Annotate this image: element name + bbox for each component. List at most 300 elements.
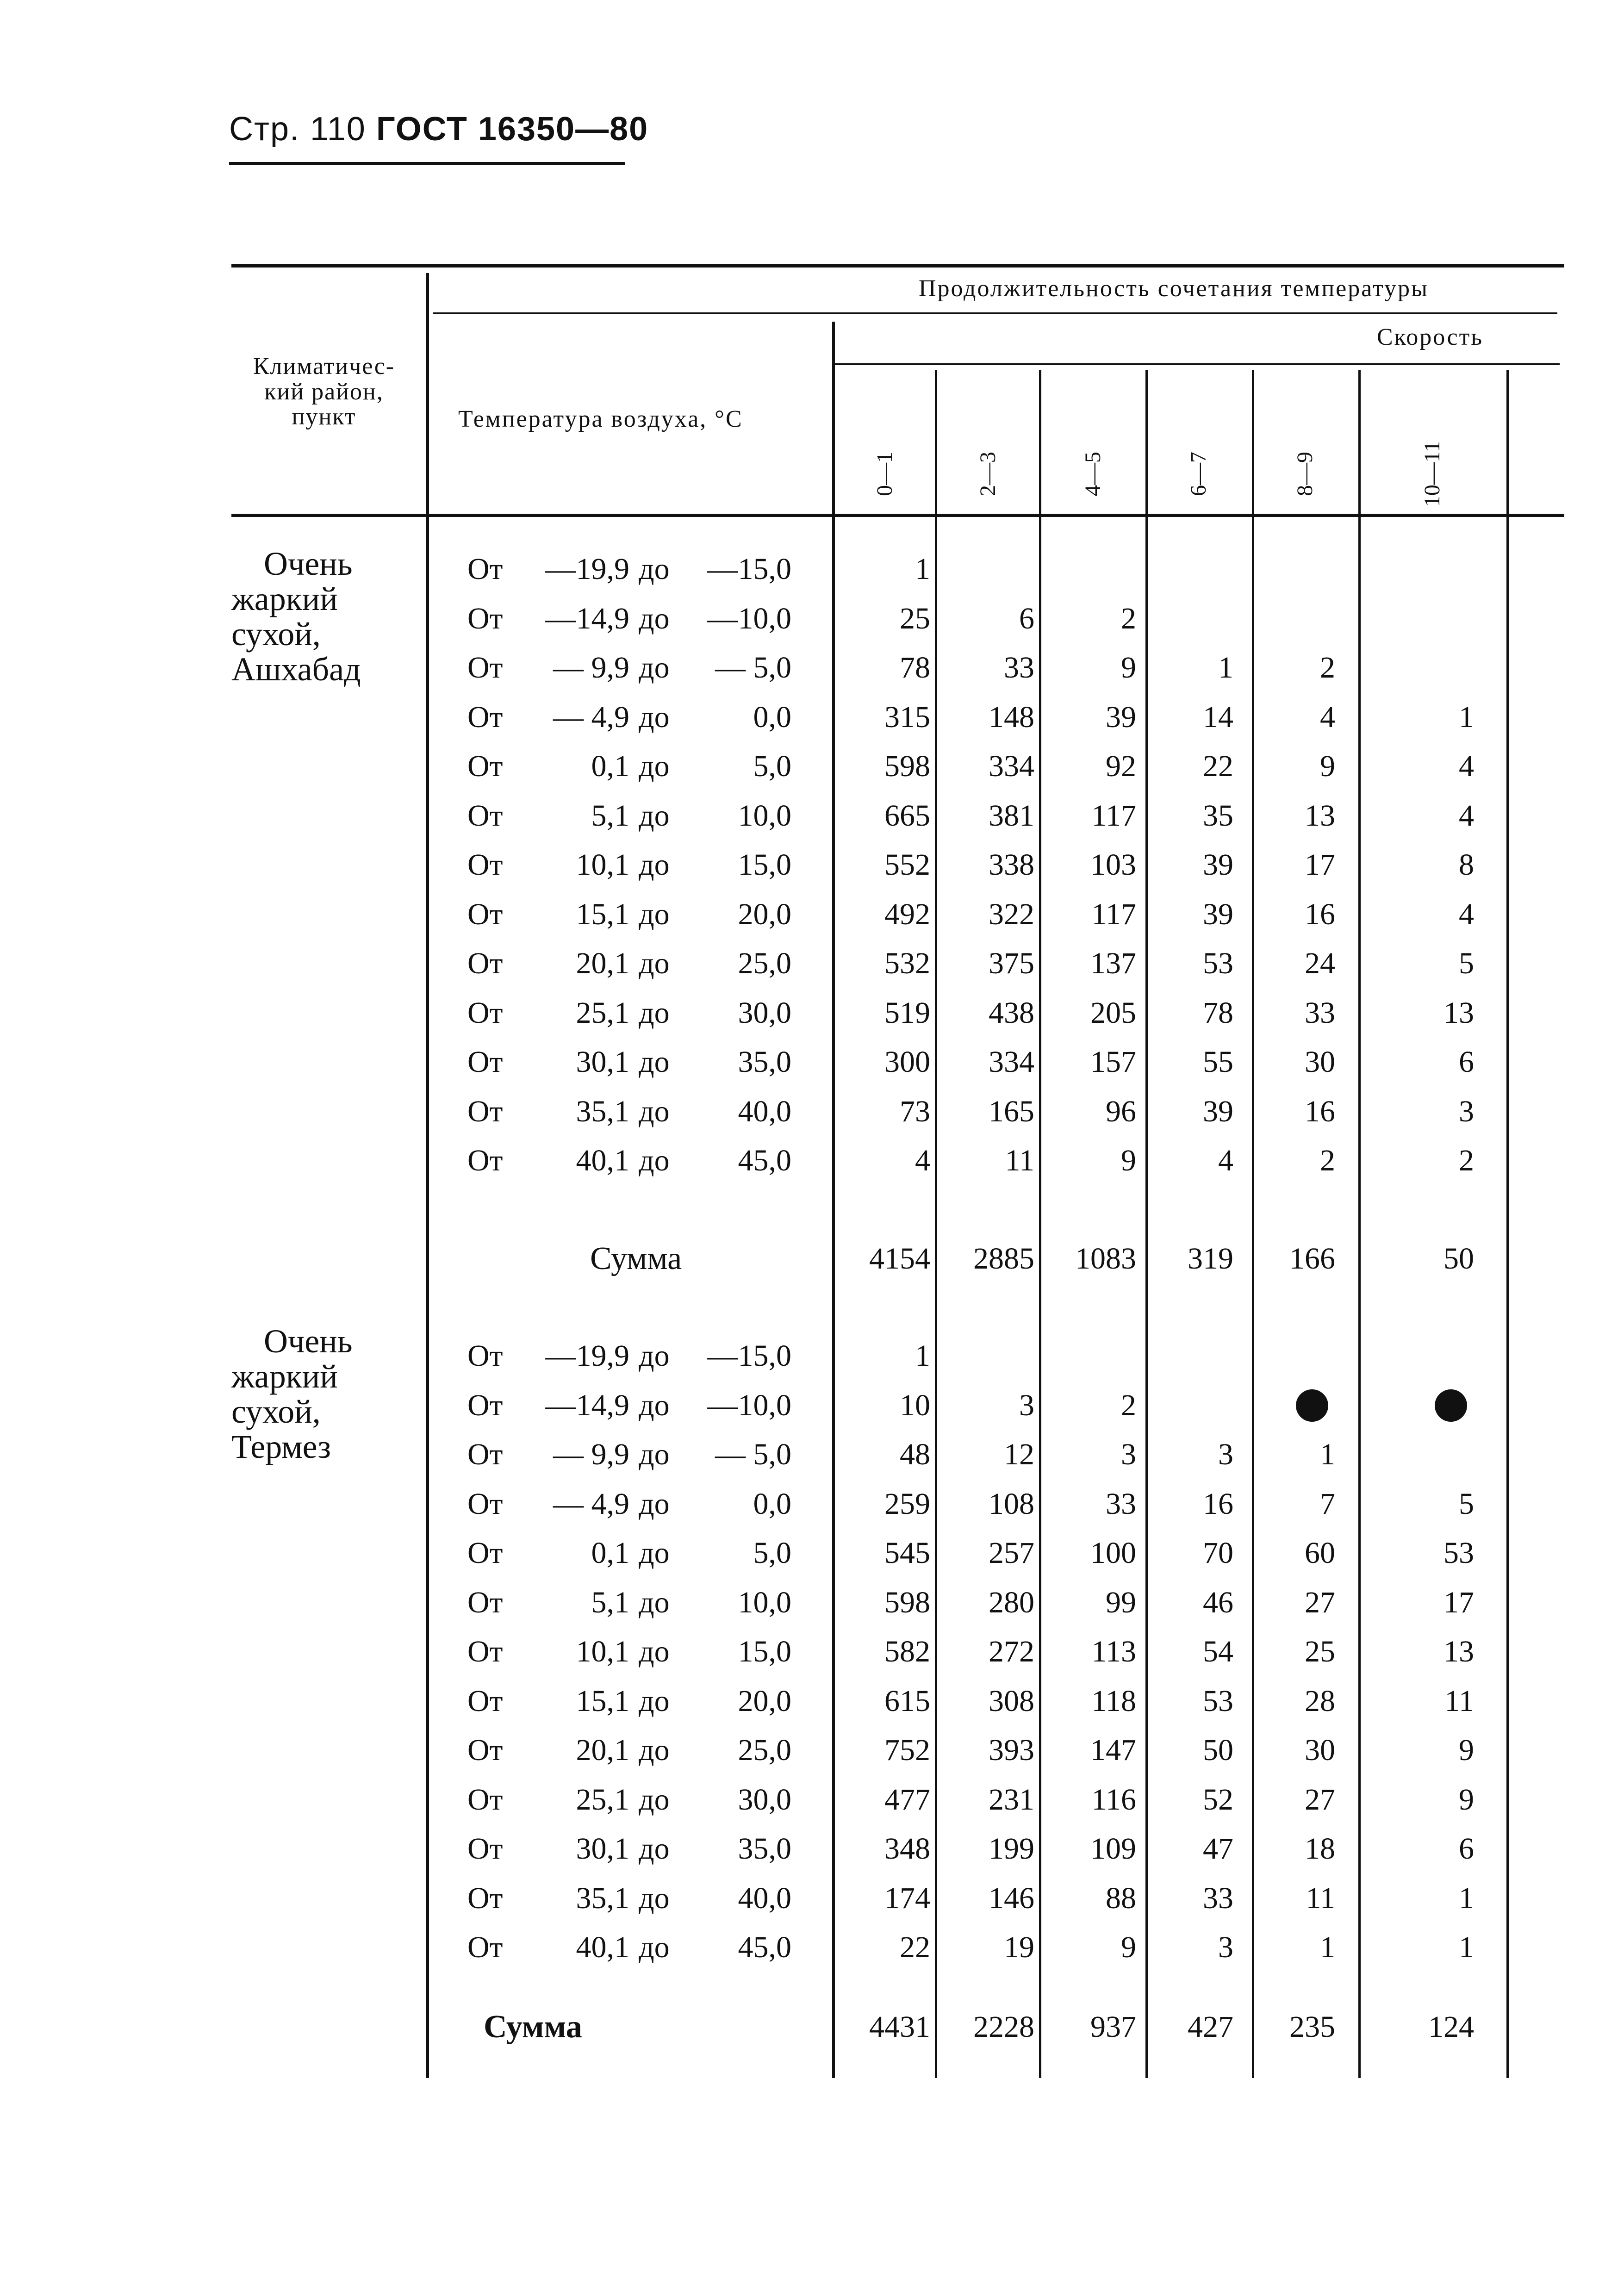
table-cell: 1 bbox=[1320, 1930, 1335, 1964]
table-cell: 9 bbox=[1121, 1144, 1136, 1177]
table-cell: 665 bbox=[884, 798, 930, 833]
table-cell: 334 bbox=[989, 1045, 1034, 1079]
table-cell: 24 bbox=[1305, 946, 1335, 980]
range-to: 10,0 bbox=[738, 1585, 791, 1619]
speed-column-header: 8—9 bbox=[1293, 452, 1317, 496]
range-prefix: От bbox=[467, 798, 503, 833]
range-from: —19,9 bbox=[545, 1339, 629, 1373]
sum-label: Сумма bbox=[590, 1241, 682, 1276]
table-cell: 300 bbox=[884, 1045, 930, 1079]
table-cell: 2 bbox=[1459, 1144, 1474, 1177]
table-cell: 6 bbox=[1459, 1832, 1474, 1866]
table-row bbox=[0, 940, 1624, 987]
table-cell: 11 bbox=[1005, 1144, 1034, 1177]
range-from: 30,1 bbox=[576, 1045, 629, 1079]
table-cell: 9 bbox=[1459, 1733, 1474, 1767]
table-row bbox=[0, 1428, 1624, 1478]
sum-cell: 2228 bbox=[973, 2010, 1034, 2044]
range-to: —10,0 bbox=[707, 1388, 791, 1422]
table-cell: 598 bbox=[884, 1585, 930, 1619]
header-rule-speed bbox=[833, 363, 1560, 365]
table-cell: 13 bbox=[1305, 798, 1335, 833]
table-cell: 1 bbox=[1459, 1881, 1474, 1915]
range-from: 0,1 bbox=[591, 749, 629, 783]
region-label-line: жаркий bbox=[231, 1358, 338, 1395]
table-cell: 16 bbox=[1305, 897, 1335, 931]
table-cell: 752 bbox=[884, 1733, 930, 1767]
range-from: — 9,9 bbox=[553, 651, 629, 684]
table-cell: 1 bbox=[1459, 700, 1474, 734]
table-row bbox=[0, 1727, 1624, 1773]
table-row bbox=[0, 743, 1624, 790]
range-to-word: до bbox=[639, 700, 670, 734]
region-header-line: пункт bbox=[292, 404, 356, 430]
range-to: 25,0 bbox=[738, 1733, 791, 1767]
table-row bbox=[0, 1629, 1624, 1675]
table-top-rule bbox=[231, 264, 1564, 268]
sum-cell: 235 bbox=[1289, 2010, 1335, 2044]
range-to-word: до bbox=[639, 1536, 670, 1570]
table-cell: 148 bbox=[989, 700, 1034, 734]
sum-cell: 937 bbox=[1090, 2010, 1136, 2044]
range-prefix: От bbox=[467, 1832, 503, 1866]
table-cell: 3 bbox=[1218, 1930, 1233, 1964]
range-to-word: до bbox=[639, 1388, 670, 1422]
range-prefix: От bbox=[467, 552, 503, 586]
table-cell: 157 bbox=[1090, 1045, 1136, 1079]
range-to-word: до bbox=[639, 1487, 670, 1521]
table-cell: 35 bbox=[1203, 798, 1233, 833]
range-prefix: От bbox=[467, 946, 503, 980]
range-to: 40,0 bbox=[738, 1881, 791, 1915]
table-cell: 338 bbox=[989, 848, 1034, 882]
range-to-word: до bbox=[639, 1930, 670, 1964]
table-cell: 1 bbox=[915, 552, 930, 586]
range-from: —19,9 bbox=[545, 552, 629, 586]
table-cell: 492 bbox=[884, 897, 930, 931]
table-cell: 19 bbox=[1004, 1930, 1034, 1964]
range-to-word: до bbox=[639, 1144, 670, 1177]
table-cell: 7 bbox=[1320, 1487, 1335, 1521]
region-label-line: Очень bbox=[264, 545, 353, 582]
table-cell: 39 bbox=[1203, 1094, 1233, 1128]
table-cell: 27 bbox=[1305, 1782, 1335, 1817]
table-row bbox=[0, 1924, 1624, 1971]
table-cell: 33 bbox=[1305, 996, 1335, 1030]
table-cell: 39 bbox=[1203, 848, 1233, 882]
table-cell: 11 bbox=[1306, 1881, 1335, 1915]
region-label-line: сухой, bbox=[231, 1393, 321, 1430]
range-to: 30,0 bbox=[738, 1782, 791, 1817]
range-to-word: до bbox=[639, 601, 670, 635]
range-from: 5,1 bbox=[591, 1585, 629, 1619]
table-cell: 33 bbox=[1004, 651, 1034, 684]
region-header-line: Климатичес- bbox=[253, 353, 395, 380]
range-to-word: до bbox=[639, 1339, 670, 1373]
table-cell: 393 bbox=[989, 1733, 1034, 1767]
range-prefix: От bbox=[467, 897, 503, 931]
range-to: 40,0 bbox=[738, 1094, 791, 1128]
speed-column-header: 10—11 bbox=[1420, 441, 1444, 507]
table-cell: 53 bbox=[1444, 1536, 1474, 1570]
range-to: 20,0 bbox=[738, 1684, 791, 1718]
range-prefix: От bbox=[467, 601, 503, 635]
table-cell: 108 bbox=[989, 1487, 1034, 1521]
range-prefix: От bbox=[467, 1094, 503, 1128]
table-cell: 33 bbox=[1203, 1881, 1233, 1915]
range-prefix: От bbox=[467, 1339, 503, 1373]
region-label-line: Термез bbox=[231, 1428, 331, 1465]
table-cell: 113 bbox=[1091, 1635, 1136, 1668]
table-cell: 30 bbox=[1305, 1045, 1335, 1079]
range-prefix: От bbox=[467, 1930, 503, 1964]
range-to: 5,0 bbox=[753, 1536, 791, 1570]
table-cell: 280 bbox=[989, 1585, 1034, 1619]
range-prefix: От bbox=[467, 651, 503, 684]
table-cell: 117 bbox=[1091, 798, 1136, 833]
duration-group-header: Продолжительность сочетания температуры bbox=[919, 275, 1429, 302]
table-cell: 103 bbox=[1090, 848, 1136, 882]
table-cell: 199 bbox=[989, 1832, 1034, 1866]
table-cell: 1 bbox=[1459, 1930, 1474, 1964]
table-row bbox=[0, 793, 1624, 839]
header-rule-group bbox=[433, 312, 1557, 314]
range-from: — 4,9 bbox=[553, 1487, 629, 1521]
table-cell: 16 bbox=[1203, 1487, 1233, 1521]
range-from: 15,1 bbox=[576, 897, 629, 931]
table-cell: 73 bbox=[900, 1094, 930, 1128]
sum-cell: 319 bbox=[1188, 1242, 1233, 1276]
range-prefix: От bbox=[467, 1684, 503, 1718]
sum-cell: 124 bbox=[1428, 2010, 1474, 2044]
range-prefix: От bbox=[467, 1585, 503, 1619]
sum-cell: 1083 bbox=[1075, 1242, 1136, 1276]
table-cell: 10 bbox=[900, 1388, 930, 1422]
range-to: 35,0 bbox=[738, 1832, 791, 1866]
table-cell: 50 bbox=[1203, 1733, 1233, 1767]
range-prefix: От bbox=[467, 1536, 503, 1570]
table-cell: 438 bbox=[989, 996, 1034, 1030]
range-to: —15,0 bbox=[707, 1339, 791, 1373]
range-to: — 5,0 bbox=[715, 1437, 791, 1471]
table-row bbox=[0, 1530, 1624, 1576]
table-cell: 28 bbox=[1305, 1684, 1335, 1718]
table-cell: 3 bbox=[1459, 1094, 1474, 1128]
table-cell: 14 bbox=[1203, 700, 1233, 734]
range-from: — 4,9 bbox=[553, 700, 629, 734]
table-cell: 598 bbox=[884, 749, 930, 783]
table-cell: 25 bbox=[900, 601, 930, 635]
range-prefix: От bbox=[467, 1733, 503, 1767]
table-cell: 6 bbox=[1019, 601, 1034, 635]
table-cell: 2 bbox=[1320, 651, 1335, 684]
table-cell: 375 bbox=[989, 946, 1034, 980]
speed-column-header: 4—5 bbox=[1081, 452, 1105, 496]
page-number: Стр. 110 bbox=[229, 111, 366, 148]
range-to: 45,0 bbox=[738, 1144, 791, 1177]
filled-dot-icon bbox=[1435, 1389, 1467, 1422]
table-cell: 9 bbox=[1121, 1930, 1136, 1964]
table-row bbox=[0, 1382, 1624, 1429]
table-cell: 2 bbox=[1121, 601, 1136, 635]
table-cell: 39 bbox=[1203, 897, 1233, 931]
range-prefix: От bbox=[467, 1045, 503, 1079]
table-cell: 545 bbox=[884, 1536, 930, 1570]
table-cell: 1 bbox=[1218, 651, 1233, 684]
range-prefix: От bbox=[467, 1437, 503, 1471]
table-cell: 231 bbox=[989, 1782, 1034, 1817]
range-from: 30,1 bbox=[576, 1832, 629, 1866]
range-from: 15,1 bbox=[576, 1684, 629, 1718]
table-row bbox=[0, 1039, 1624, 1085]
table-cell: 8 bbox=[1459, 848, 1474, 882]
table-cell: 137 bbox=[1090, 946, 1136, 980]
table-cell: 17 bbox=[1305, 848, 1335, 882]
table-cell: 96 bbox=[1106, 1094, 1136, 1128]
range-from: —14,9 bbox=[545, 601, 629, 635]
table-cell: 519 bbox=[884, 996, 930, 1030]
table-cell: 33 bbox=[1106, 1487, 1136, 1521]
range-from: 40,1 bbox=[576, 1144, 629, 1177]
range-to-word: до bbox=[639, 996, 670, 1030]
region-label-line: Ашхабад bbox=[231, 651, 361, 688]
table-cell: 47 bbox=[1203, 1832, 1233, 1866]
speed-column-header: 2—3 bbox=[976, 452, 1000, 496]
table-cell: 52 bbox=[1203, 1782, 1233, 1817]
range-to: 30,0 bbox=[738, 996, 791, 1030]
range-to: 15,0 bbox=[738, 848, 791, 882]
table-cell: 118 bbox=[1091, 1684, 1136, 1718]
table-cell: 13 bbox=[1444, 996, 1474, 1030]
range-to-word: до bbox=[639, 1684, 670, 1718]
table-cell: 9 bbox=[1459, 1782, 1474, 1817]
table-cell: 22 bbox=[900, 1930, 930, 1964]
table-cell: 117 bbox=[1091, 897, 1136, 931]
table-cell: 78 bbox=[900, 651, 930, 684]
table-cell: 308 bbox=[989, 1684, 1034, 1718]
range-to-word: до bbox=[639, 798, 670, 833]
table-cell: 334 bbox=[989, 749, 1034, 783]
range-prefix: От bbox=[467, 1782, 503, 1817]
table-cell: 5 bbox=[1459, 946, 1474, 980]
range-to: 10,0 bbox=[738, 798, 791, 833]
range-to: 20,0 bbox=[738, 897, 791, 931]
region-column-header bbox=[231, 354, 417, 430]
table-cell: 88 bbox=[1106, 1881, 1136, 1915]
table-cell: 46 bbox=[1203, 1585, 1233, 1619]
region-label-line: сухой, bbox=[231, 616, 321, 653]
table-cell: 582 bbox=[884, 1635, 930, 1668]
table-row bbox=[0, 1875, 1624, 1922]
standard-number: ГОСТ 16350—80 bbox=[376, 111, 649, 148]
range-to: 5,0 bbox=[753, 749, 791, 783]
range-prefix: От bbox=[467, 1881, 503, 1915]
table-cell: 53 bbox=[1203, 946, 1233, 980]
table-cell: 12 bbox=[1004, 1437, 1034, 1471]
table-cell: 348 bbox=[884, 1832, 930, 1866]
table-cell: 4 bbox=[1459, 749, 1474, 783]
sum-cell: 50 bbox=[1444, 1242, 1474, 1276]
table-cell: 100 bbox=[1090, 1536, 1136, 1570]
speed-column-header: 6—7 bbox=[1186, 452, 1211, 496]
table-cell: 532 bbox=[884, 946, 930, 980]
table-cell: 99 bbox=[1106, 1585, 1136, 1619]
table-cell: 39 bbox=[1106, 700, 1136, 734]
table-cell: 60 bbox=[1305, 1536, 1335, 1570]
table-cell: 9 bbox=[1121, 651, 1136, 684]
table-cell: 17 bbox=[1444, 1585, 1474, 1619]
range-from: 0,1 bbox=[591, 1536, 629, 1570]
table-cell: 552 bbox=[884, 848, 930, 882]
range-to: 0,0 bbox=[753, 1487, 791, 1521]
range-from: 35,1 bbox=[576, 1881, 629, 1915]
table-cell: 5 bbox=[1459, 1487, 1474, 1521]
table-cell: 259 bbox=[884, 1487, 930, 1521]
range-to-word: до bbox=[639, 1437, 670, 1471]
table-cell: 477 bbox=[884, 1782, 930, 1817]
table-row bbox=[0, 1678, 1624, 1724]
table-cell: 165 bbox=[989, 1094, 1034, 1128]
table-cell: 1 bbox=[915, 1339, 930, 1373]
range-from: 25,1 bbox=[576, 1782, 629, 1817]
range-prefix: От bbox=[467, 749, 503, 783]
table-cell: 174 bbox=[884, 1881, 930, 1915]
table-cell: 3 bbox=[1019, 1388, 1034, 1422]
range-to-word: до bbox=[639, 1881, 670, 1915]
range-to: 15,0 bbox=[738, 1635, 791, 1668]
table-cell: 381 bbox=[989, 798, 1034, 833]
table-cell: 2 bbox=[1320, 1144, 1335, 1177]
table-cell: 322 bbox=[989, 897, 1034, 931]
range-from: 25,1 bbox=[576, 996, 629, 1030]
table-cell: 92 bbox=[1106, 749, 1136, 783]
table-cell: 4 bbox=[1320, 700, 1335, 734]
table-cell: 4 bbox=[1459, 897, 1474, 931]
table-row bbox=[0, 1138, 1624, 1184]
table-cell: 146 bbox=[989, 1881, 1034, 1915]
table-row bbox=[0, 694, 1624, 740]
table-cell: 3 bbox=[1121, 1437, 1136, 1471]
table-cell: 53 bbox=[1203, 1684, 1233, 1718]
range-to-word: до bbox=[639, 552, 670, 586]
table-cell: 315 bbox=[884, 700, 930, 734]
table-cell: 205 bbox=[1090, 996, 1136, 1030]
range-to: 0,0 bbox=[753, 700, 791, 734]
range-prefix: От bbox=[467, 1144, 503, 1177]
table-cell: 25 bbox=[1305, 1635, 1335, 1668]
table-row bbox=[0, 1580, 1624, 1626]
table-row bbox=[0, 1777, 1624, 1823]
range-to: 25,0 bbox=[738, 946, 791, 980]
range-to-word: до bbox=[639, 1094, 670, 1128]
table-cell: 13 bbox=[1444, 1635, 1474, 1668]
range-to-word: до bbox=[639, 749, 670, 783]
range-to-word: до bbox=[639, 1782, 670, 1817]
table-row bbox=[0, 596, 1624, 642]
sum-cell: 166 bbox=[1289, 1242, 1335, 1276]
table-row bbox=[0, 990, 1624, 1036]
header-rule bbox=[229, 162, 625, 165]
range-to: 45,0 bbox=[738, 1930, 791, 1964]
sum-label: Сумма bbox=[484, 2009, 582, 2045]
range-from: 35,1 bbox=[576, 1094, 629, 1128]
table-cell: 78 bbox=[1203, 996, 1233, 1030]
table-row bbox=[0, 1481, 1624, 1527]
range-to-word: до bbox=[639, 897, 670, 931]
speed-group-header: Скорость bbox=[1377, 324, 1484, 350]
page-header bbox=[229, 110, 648, 148]
range-from: 20,1 bbox=[576, 1733, 629, 1767]
range-to-word: до bbox=[639, 1585, 670, 1619]
table-cell: 11 bbox=[1444, 1684, 1474, 1718]
range-prefix: От bbox=[467, 1388, 503, 1422]
region-label-line: Очень bbox=[264, 1323, 353, 1360]
sum-cell: 4154 bbox=[869, 1242, 930, 1276]
range-to: 35,0 bbox=[738, 1045, 791, 1079]
temperature-column-header: Температура воздуха, °C bbox=[458, 406, 743, 432]
table-cell: 1 bbox=[1320, 1437, 1335, 1471]
sum-cell: 2885 bbox=[973, 1242, 1034, 1276]
table-cell: 30 bbox=[1305, 1733, 1335, 1767]
table-cell: 18 bbox=[1305, 1832, 1335, 1866]
table-cell: 16 bbox=[1305, 1094, 1335, 1128]
region-label-line: жаркий bbox=[231, 580, 338, 617]
table-cell: 27 bbox=[1305, 1585, 1335, 1619]
sum-cell: 4431 bbox=[869, 2010, 930, 2044]
range-from: — 9,9 bbox=[553, 1437, 629, 1471]
table-cell: 147 bbox=[1090, 1733, 1136, 1767]
range-from: —14,9 bbox=[545, 1388, 629, 1422]
table-row bbox=[0, 1333, 1624, 1379]
table-cell: 6 bbox=[1459, 1045, 1474, 1079]
table-cell: 70 bbox=[1203, 1536, 1233, 1570]
range-to: — 5,0 bbox=[715, 651, 791, 684]
table-cell: 615 bbox=[884, 1684, 930, 1718]
range-from: 40,1 bbox=[576, 1930, 629, 1964]
range-prefix: От bbox=[467, 1635, 503, 1668]
range-to: —15,0 bbox=[707, 552, 791, 586]
sum-cell: 427 bbox=[1188, 2010, 1233, 2044]
speed-column-header: 0—1 bbox=[872, 452, 897, 496]
range-prefix: От bbox=[467, 996, 503, 1030]
table-cell: 3 bbox=[1218, 1437, 1233, 1471]
range-prefix: От bbox=[467, 1487, 503, 1521]
range-to-word: до bbox=[639, 1045, 670, 1079]
table-cell: 257 bbox=[989, 1536, 1034, 1570]
table-row bbox=[0, 645, 1624, 691]
range-to-word: до bbox=[639, 946, 670, 980]
table-cell: 109 bbox=[1090, 1832, 1136, 1866]
table-cell: 54 bbox=[1203, 1635, 1233, 1668]
table-row bbox=[0, 546, 1624, 592]
region-header-line: кий район, bbox=[264, 378, 384, 405]
table-cell: 272 bbox=[989, 1635, 1034, 1668]
range-to-word: до bbox=[639, 1832, 670, 1866]
table-cell: 48 bbox=[900, 1437, 930, 1471]
range-to: —10,0 bbox=[707, 601, 791, 635]
table-cell: 116 bbox=[1091, 1782, 1136, 1817]
range-from: 5,1 bbox=[591, 798, 629, 833]
table-row bbox=[0, 891, 1624, 938]
range-from: 20,1 bbox=[576, 946, 629, 980]
filled-dot-icon bbox=[1296, 1389, 1328, 1422]
table-cell: 4 bbox=[915, 1144, 930, 1177]
range-to-word: до bbox=[639, 651, 670, 684]
table-cell: 2 bbox=[1121, 1388, 1136, 1422]
range-from: 10,1 bbox=[576, 848, 629, 882]
table-row bbox=[0, 1089, 1624, 1135]
table-cell: 4 bbox=[1459, 798, 1474, 833]
